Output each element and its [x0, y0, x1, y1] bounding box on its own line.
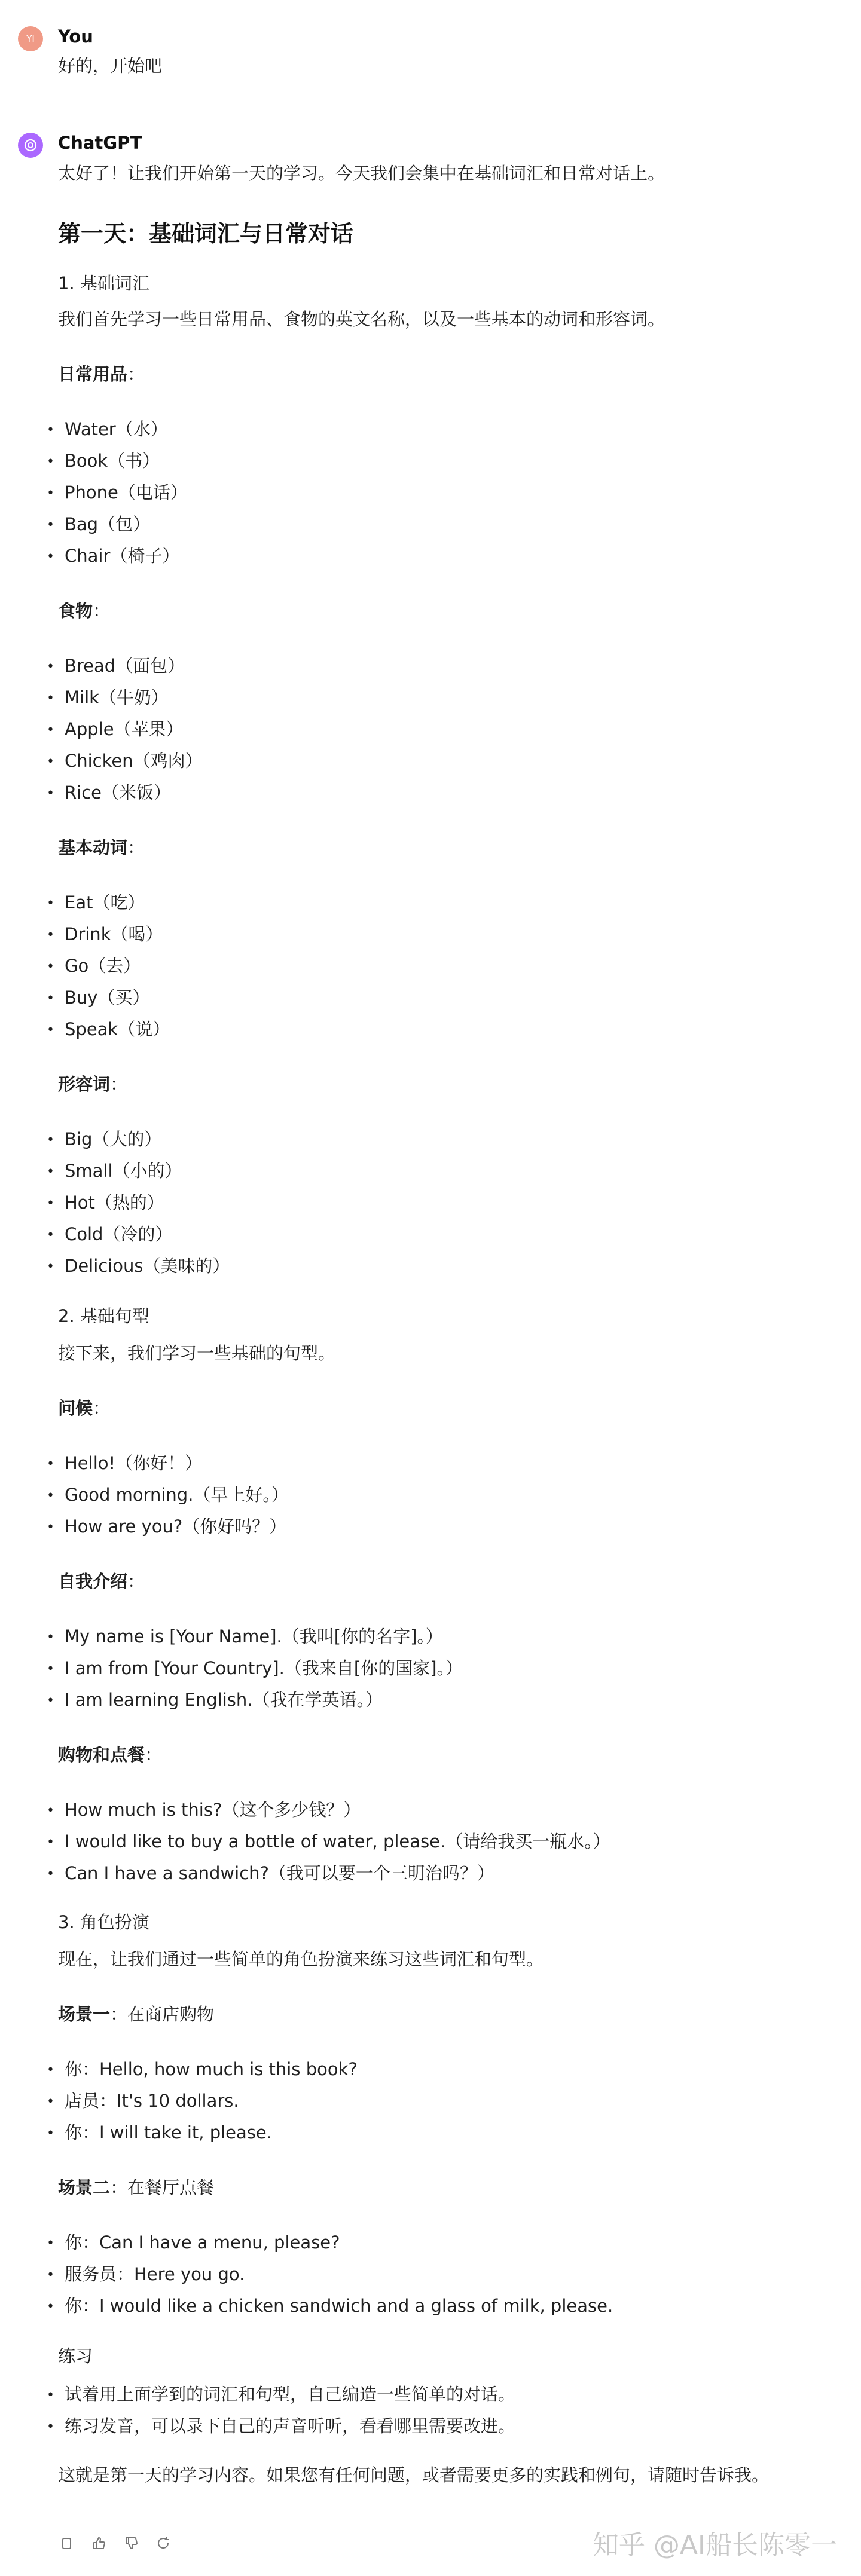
- list-item: • Drink（喝）: [47, 924, 163, 944]
- scene2-label: 场景二：在餐厅点餐: [58, 2177, 215, 2198]
- list-item: • Chicken（鸡肉）: [47, 751, 203, 771]
- user-avatar: [18, 26, 43, 51]
- section3-desc: 现在，让我们通过一些简单的角色扮演来练习这些词汇和句型。: [58, 1949, 544, 1969]
- practice-heading: 练习: [58, 2346, 93, 2366]
- list-item: • Delicious（美味的）: [47, 1256, 230, 1276]
- section1-desc: 我们首先学习一些日常用品、食物的英文名称，以及一些基本的动词和形容词。: [58, 309, 665, 329]
- list-item: • Milk（牛奶）: [47, 687, 169, 708]
- list-item: • Good morning.（早上好。）: [47, 1485, 289, 1505]
- section2-desc: 接下来，我们学习一些基础的句型。: [58, 1343, 336, 1363]
- list-item: • 你：Can I have a menu, please?: [47, 2232, 340, 2253]
- user-avatar-text: YI: [26, 33, 35, 44]
- list-item: • 店员：It's 10 dollars.: [47, 2091, 239, 2111]
- closing-paragraph: 这就是第一天的学习内容。如果您有任何问题，或者需要更多的实践和例句，请随时告诉我。: [58, 2465, 770, 2485]
- list-item: • Go（去）: [47, 956, 141, 976]
- list-item: • Bag（包）: [47, 514, 151, 534]
- group-label: 问候：: [58, 1398, 111, 1418]
- list-item: • How are you?（你好吗？）: [47, 1516, 287, 1537]
- section3-heading: 3. 角色扮演: [58, 1912, 149, 1932]
- list-item: • Big（大的）: [47, 1129, 162, 1149]
- assistant-intro: 太好了！让我们开始第一天的学习。今天我们会集中在基础词汇和日常对话上。: [58, 163, 665, 183]
- list-item: • Buy（买）: [47, 987, 150, 1008]
- thumbs-down-icon[interactable]: [123, 2535, 139, 2551]
- list-item: • Small（小的）: [47, 1161, 182, 1181]
- group-label: 基本动词：: [58, 837, 145, 858]
- user-message: 好的，开始吧: [58, 56, 163, 76]
- section2-heading: 2. 基础句型: [58, 1306, 149, 1326]
- list-item: • I am learning English.（我在学英语。）: [47, 1690, 383, 1710]
- group-label: 日常用品：: [58, 364, 145, 384]
- watermark: 知乎 @AI船长陈零一: [592, 2530, 837, 2560]
- user-author: You: [58, 26, 93, 47]
- list-item: • 练习发音，可以录下自己的声音听听，看看哪里需要改进。: [47, 2416, 516, 2436]
- list-item: • Water（水）: [47, 419, 168, 439]
- list-item: • My name is [Your Name].（我叫[你的名字]。）: [47, 1626, 443, 1647]
- thumbs-up-icon[interactable]: [90, 2535, 107, 2551]
- list-item: • 服务员：Here you go.: [47, 2264, 245, 2284]
- regenerate-icon[interactable]: [155, 2535, 172, 2551]
- copy-icon[interactable]: [58, 2535, 75, 2551]
- group-label: 自我介绍：: [58, 1571, 145, 1592]
- message-actions: [58, 2535, 172, 2551]
- list-item: • Apple（苹果）: [47, 719, 184, 739]
- list-item: • Bread（面包）: [47, 656, 185, 676]
- list-item: • Cold（冷的）: [47, 1224, 173, 1244]
- list-item: • Hot（热的）: [47, 1192, 164, 1213]
- list-item: • Book（书）: [47, 451, 160, 471]
- group-label: 购物和点餐：: [58, 1745, 163, 1765]
- list-item: • Chair（椅子）: [47, 546, 180, 566]
- list-item: • I am from [Your Country].（我来自[你的国家]。）: [47, 1658, 463, 1678]
- list-item: • Phone（电话）: [47, 482, 188, 503]
- list-item: • 你：I will take it, please.: [47, 2122, 272, 2143]
- list-item: • Hello!（你好！）: [47, 1453, 203, 1473]
- list-item: • I would like to buy a bottle of water, please.（请给我买一瓶水。）: [47, 1831, 610, 1852]
- assistant-author: ChatGPT: [58, 133, 142, 153]
- group-label: 形容词：: [58, 1074, 128, 1094]
- group-label: 食物：: [58, 601, 111, 621]
- list-item: • Eat（吃）: [47, 892, 145, 913]
- list-item: • 试着用上面学到的词汇和句型，自己编造一些简单的对话。: [47, 2384, 516, 2404]
- scene1-label: 场景一：在商店购物: [58, 2004, 215, 2024]
- section1-heading: 1. 基础词汇: [58, 273, 149, 293]
- chatgpt-avatar-icon: [18, 133, 43, 158]
- list-item: • Can I have a sandwich?（我可以要一个三明治吗？）: [47, 1863, 494, 1883]
- list-item: • Speak（说）: [47, 1019, 170, 1039]
- list-item: • Rice（米饭）: [47, 782, 171, 803]
- list-item: • How much is this?（这个多少钱？）: [47, 1800, 361, 1820]
- lesson-title: 第一天：基础词汇与日常对话: [58, 221, 354, 247]
- list-item: • 你：Hello, how much is this book?: [47, 2059, 358, 2079]
- list-item: • 你：I would like a chicken sandwich and a glass of milk, please.: [47, 2296, 613, 2316]
